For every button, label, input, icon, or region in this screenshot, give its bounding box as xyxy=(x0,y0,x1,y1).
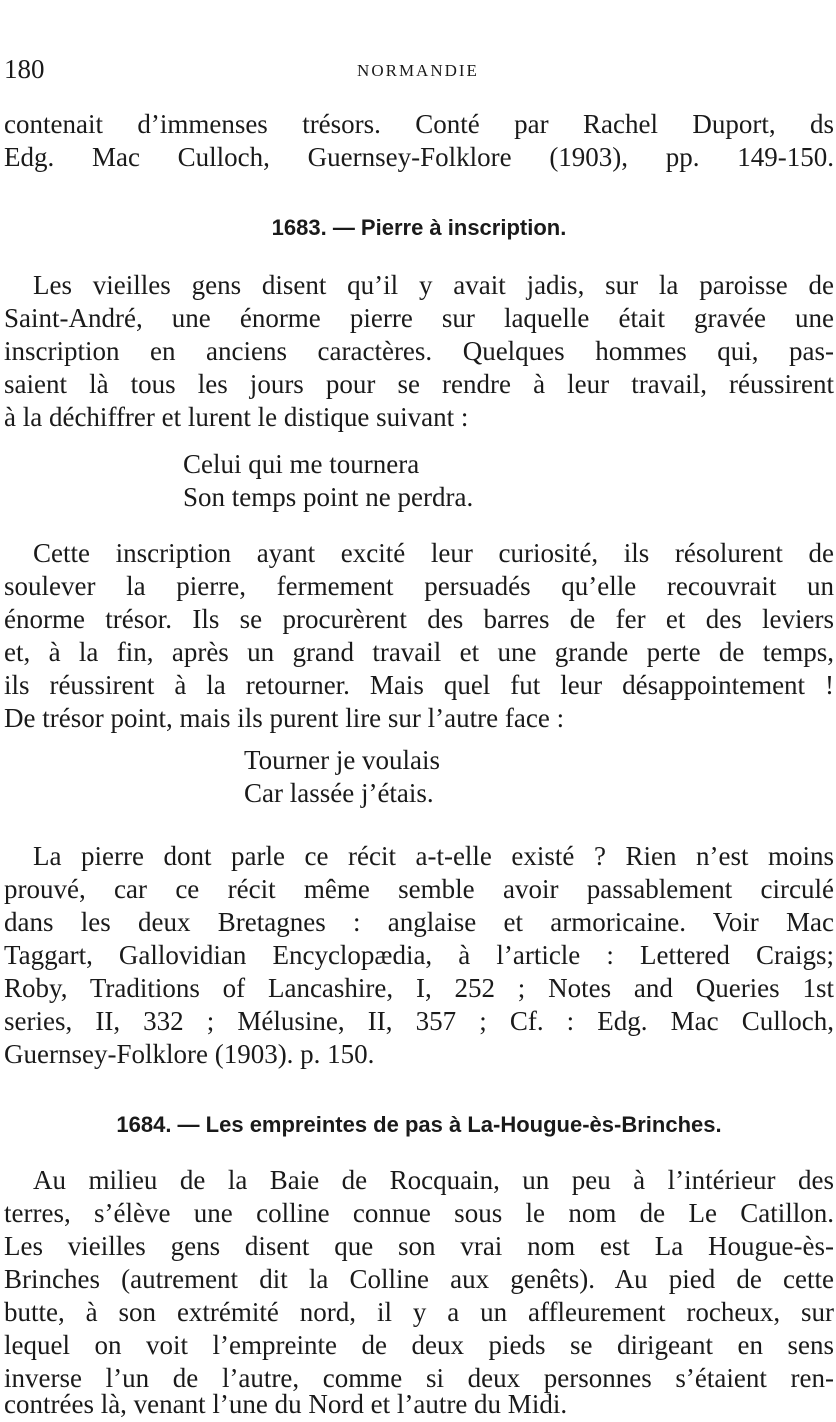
body-line: contrées là, venant l’une du Nord et l’autre du Midi. xyxy=(4,1389,568,1419)
body-line: inscription en anciens caractères. Quelques hommes qui, pas- xyxy=(4,336,834,366)
running-title: NORMANDIE xyxy=(357,61,479,80)
body-line: De trésor point, mais ils purent lire sur l’autre face : xyxy=(4,703,565,733)
body-line: Cette inscription ayant excité leur curiosité, ils résolurent de xyxy=(33,538,834,568)
body-line: énorme trésor. Ils se procurèrent des barres de fer et des leviers xyxy=(4,604,834,634)
body-line: dans les deux Bretagnes : anglaise et armoricaine. Voir Mac xyxy=(4,907,834,937)
body-line: Edg. Mac Culloch, Guernsey-Folklore (1903), pp. 149-150. xyxy=(4,142,834,172)
body-line: Taggart, Gallovidian Encyclopædia, à l’article : Lettered Craigs; xyxy=(4,940,834,970)
body-line: Les vieilles gens disent que son vrai nom est La Hougue-ès- xyxy=(4,1231,834,1261)
body-line: à la déchiffrer et lurent le distique suivant : xyxy=(4,402,469,432)
body-line: ils réussirent à la retourner. Mais quel fut leur désappointement ! xyxy=(4,670,834,700)
body-line: saient là tous les jours pour se rendre à leur travail, réussirent xyxy=(4,369,834,399)
verse-line: Tourner je voulais xyxy=(244,745,441,775)
body-line: Guernsey-Folklore (1903). p. 150. xyxy=(4,1039,375,1069)
body-line: Roby, Traditions of Lancashire, I, 252 ; Notes and Queries 1st xyxy=(4,973,834,1003)
page-number: 180 xyxy=(4,54,45,84)
body-line: butte, à son extrémité nord, il y a un affleurement rocheux, sur xyxy=(4,1297,834,1327)
body-line: Au milieu de la Baie de Rocquain, un peu à l’intérieur des xyxy=(33,1165,834,1195)
section-heading-1684: 1684. — Les empreintes de pas à La-Hougue-ès-Brinches. xyxy=(116,1112,722,1137)
body-line: contenait d’immenses trésors. Conté par Rachel Duport, ds xyxy=(4,109,834,139)
body-line: terres, s’élève une colline connue sous le nom de Le Catillon. xyxy=(4,1198,834,1228)
verse-line: Celui qui me tournera xyxy=(183,449,420,479)
body-line: series, II, 332 ; Mélusine, II, 357 ; Cf. : Edg. Mac Culloch, xyxy=(4,1006,834,1036)
body-line: Les vieilles gens disent qu’il y avait jadis, sur la paroisse de xyxy=(33,270,834,300)
body-line: Saint-André, une énorme pierre sur laquelle était gravée une xyxy=(4,303,834,333)
body-line: soulever la pierre, fermement persuadés qu’elle recouvrait un xyxy=(4,571,834,601)
page-header xyxy=(0,54,836,86)
body-line: inverse l’un de l’autre, comme si deux personnes s’étaient ren- xyxy=(4,1363,834,1393)
verse-line: Car lassée j’étais. xyxy=(244,778,434,808)
body-line: et, à la fin, après un grand travail et une grande perte de temps, xyxy=(4,637,834,667)
verse-line: Son temps point ne perdra. xyxy=(183,482,474,512)
section-heading-1683: 1683. — Pierre à inscription. xyxy=(271,215,567,240)
body-line: La pierre dont parle ce récit a-t-elle existé ? Rien n’est moins xyxy=(33,841,834,871)
body-line: lequel on voit l’empreinte de deux pieds se dirigeant en sens xyxy=(4,1330,834,1360)
body-line: Brinches (autrement dit la Colline aux genêts). Au pied de cette xyxy=(4,1264,834,1294)
body-line: prouvé, car ce récit même semble avoir passablement circulé xyxy=(4,874,834,904)
